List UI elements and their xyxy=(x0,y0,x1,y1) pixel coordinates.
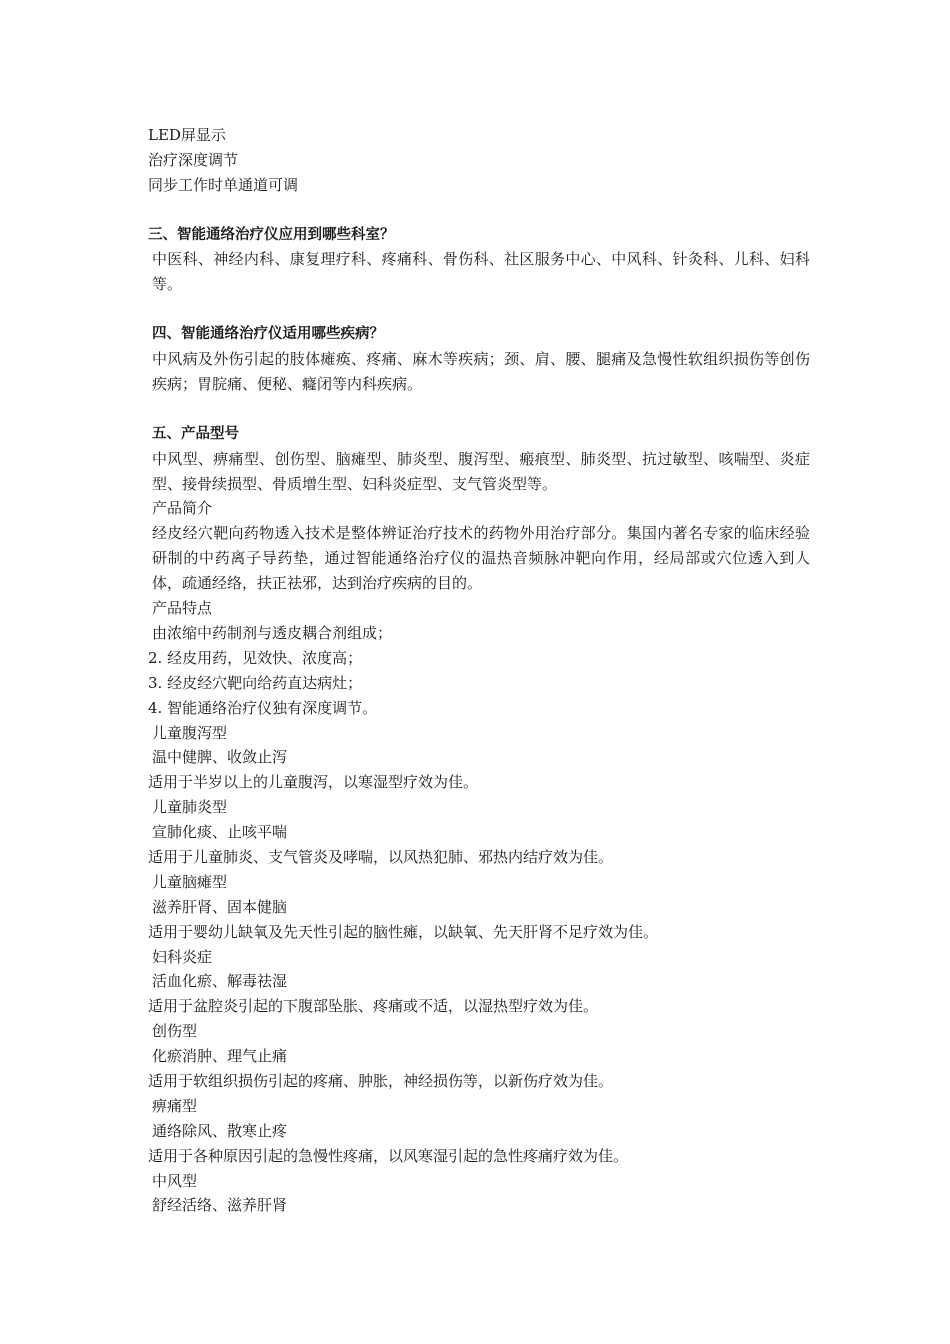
type-name: 儿童腹泻型 xyxy=(152,723,228,742)
spacer xyxy=(148,297,810,322)
product-feature-3: 3. 经皮经穴靶向给药直达病灶； xyxy=(148,673,363,692)
product-models: 中风型、痹痛型、创伤型、脑瘫型、肺炎型、腹泻型、瘢痕型、肺炎型、抗过敏型、咳喘型、炎症型、接骨续损型、骨质增生型、妇科炎症型、支气管炎型等。 xyxy=(152,449,810,493)
type-usage: 适用于各种原因引起的急慢性疼痛，以风寒湿引起的急性疼痛疗效为佳。 xyxy=(148,1146,629,1165)
type-usage: 适用于盆腔炎引起的下腹部坠胀、疼痛或不适，以湿热型疗效为佳。 xyxy=(148,997,599,1016)
type-effect: 温中健脾、收敛止泻 xyxy=(152,748,288,767)
type-name: 儿童脑瘫型 xyxy=(152,872,228,891)
section3-heading: 三、智能通络治疗仪应用到哪些科室？ xyxy=(148,226,395,243)
section4-body: 中风病及外伤引起的肢体瘫痪、疼痛、麻木等疾病；颈、肩、腰、腿痛及急慢性软组织损伤等创伤疾病；胃脘痛、便秘、癃闭等内科疾病。 xyxy=(152,350,810,393)
type-name: 儿童肺炎型 xyxy=(152,798,228,817)
type-effect: 滋养肝肾、固本健脑 xyxy=(152,897,288,916)
product-intro-body: 经皮经穴靶向药物透入技术是整体辨证治疗技术的药物外用治疗部分。集国内著名专家的临床经验研制的中药离子导药垫，通过智能通络治疗仪的温热音频脉冲靶向作用，经局部或穴位透入到人体，疏通经络，扶正祛邪，达到治疗疾病的目的。 xyxy=(152,524,810,593)
feature-led-display: LED屏显示 xyxy=(148,126,226,144)
document-page xyxy=(148,123,810,1218)
type-effect: 宣肺化痰、止咳平喘 xyxy=(152,823,288,842)
type-usage: 适用于软组织损伤引起的疼痛、肿胀，神经损伤等，以新伤疗效为佳。 xyxy=(148,1071,614,1090)
feature-depth-adjust: 治疗深度调节 xyxy=(148,150,239,169)
feature-single-channel: 同步工作时单通道可调 xyxy=(148,175,299,194)
type-effect: 通络除风、散寒止疼 xyxy=(152,1121,288,1140)
section4-heading: 四、智能通络治疗仪适用哪些疾病？ xyxy=(152,326,384,343)
product-feature-1: 由浓缩中药制剂与透皮耦合剂组成； xyxy=(152,623,393,642)
last-type-name: 中风型 xyxy=(152,1171,198,1190)
section3-body: 中医科、神经内科、康复理疗科、疼痛科、骨伤科、社区服务中心、中风科、针灸科、儿科、妇科等。 xyxy=(152,250,810,294)
product-feature-2: 2. 经皮用药，见效快、浓度高； xyxy=(148,648,363,667)
product-features-label: 产品特点 xyxy=(152,599,213,618)
type-name: 痹痛型 xyxy=(152,1096,198,1115)
product-feature-4: 4. 智能通络治疗仪独有深度调节。 xyxy=(148,698,378,717)
spacer xyxy=(148,198,810,223)
type-usage: 适用于婴幼儿缺氧及先天性引起的脑性瘫，以缺氧、先天肝肾不足疗效为佳。 xyxy=(148,922,659,941)
type-name: 妇科炎症 xyxy=(152,947,213,966)
last-type-effect: 舒经活络、滋养肝肾 xyxy=(152,1196,288,1215)
type-usage: 适用于半岁以上的儿童腹泻，以寒湿型疗效为佳。 xyxy=(148,773,479,792)
product-intro-label: 产品简介 xyxy=(152,499,213,518)
type-effect: 活血化瘀、解毒祛湿 xyxy=(152,972,288,991)
type-effect: 化瘀消肿、理气止痛 xyxy=(152,1047,288,1066)
type-usage: 适用于儿童肺炎、支气管炎及哮喘，以风热犯肺、邪热内结疗效为佳。 xyxy=(148,847,614,866)
spacer xyxy=(148,397,810,422)
section5-heading: 五、产品型号 xyxy=(152,425,239,442)
type-name: 创伤型 xyxy=(152,1022,198,1041)
